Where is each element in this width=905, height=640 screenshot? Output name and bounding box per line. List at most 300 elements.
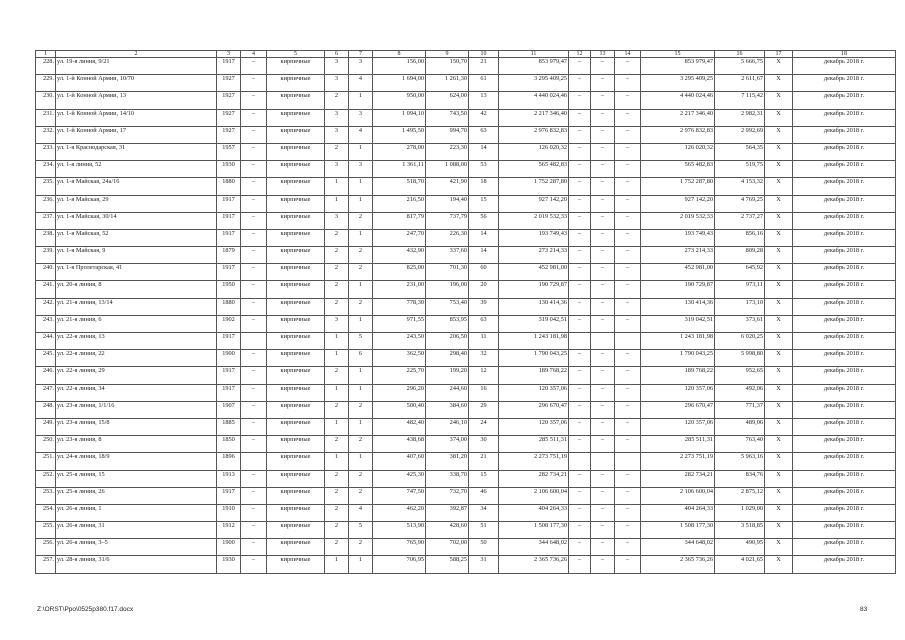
address-cell: ул. 26-я линия, 3–5 [56,539,217,556]
wall-material-cell: кирпичные [267,401,325,418]
col-13-cell: – [591,92,615,109]
build-year-cell: 1907 [217,401,241,418]
column-number-header: 13 [591,51,615,58]
col-12-cell: – [569,161,591,178]
address-cell: ул. 21-я линия, 6 [56,315,217,332]
entrances-cell: 4 [349,504,373,521]
build-year-cell: 1930 [217,161,241,178]
row-number-cell: 238. [36,229,56,246]
cost-total-cell: 189 768,22 [499,367,569,384]
total-area-cell: 362,50 [373,350,426,367]
cost-per-sqm-cell: 489,06 [715,418,765,435]
cost-total-cell: 190 729,87 [499,281,569,298]
address-cell: ул. 1-й Конной Армии, 17 [56,126,217,143]
cost-per-sqm-cell: 771,37 [715,401,765,418]
living-area-cell: 701,30 [426,264,469,281]
cost-total-cell: 130 414,36 [499,298,569,315]
floors-cell: 3 [325,212,349,229]
col-4-cell: – [241,195,267,212]
col-12-cell: – [569,195,591,212]
cost-amount-cell: 1 752 287,80 [641,178,715,195]
col-17-cell: X [765,298,793,315]
col-17-cell: X [765,109,793,126]
cost-per-sqm-cell: 952,65 [715,367,765,384]
floors-cell: 2 [325,401,349,418]
residents-cell: 13 [469,92,499,109]
col-4-cell: – [241,418,267,435]
col-17-cell: X [765,470,793,487]
wall-material-cell: кирпичные [267,92,325,109]
total-area-cell: 425,30 [373,470,426,487]
cost-total-cell: 282 734,21 [499,470,569,487]
wall-material-cell: кирпичные [267,487,325,504]
residents-cell: 21 [469,58,499,75]
col-12-cell [569,453,591,470]
col-14-cell: – [615,212,641,229]
column-number-header: 16 [715,51,765,58]
address-cell: ул. 1-я Пролетарская, 41 [56,264,217,281]
col-12-cell: – [569,539,591,556]
col-17-cell: X [765,247,793,264]
build-year-cell: 1917 [217,367,241,384]
cost-per-sqm-cell: 809,28 [715,247,765,264]
build-year-cell: 1896 [217,453,241,470]
entrances-cell: 2 [349,247,373,264]
total-area-cell: 747,50 [373,487,426,504]
col-17-cell: X [765,75,793,92]
build-year-cell: 1912 [217,522,241,539]
address-cell: ул. 21-я линия, 13/14 [56,298,217,315]
deadline-cell: декабрь 2018 г. [793,436,896,453]
col-13-cell: – [591,487,615,504]
col-13-cell: – [591,539,615,556]
residents-cell: 56 [469,212,499,229]
col-17-cell: X [765,453,793,470]
build-year-cell: 1910 [217,504,241,521]
total-area-cell: 407,60 [373,453,426,470]
build-year-cell: 1917 [217,229,241,246]
col-17-cell: X [765,126,793,143]
col-4-cell: – [241,315,267,332]
cost-total-cell: 344 648,02 [499,539,569,556]
living-area-cell: 421,90 [426,178,469,195]
col-14-cell: – [615,195,641,212]
build-year-cell: 1885 [217,418,241,435]
col-12-cell: – [569,247,591,264]
address-cell: ул. 1-я Майская, 24а/16 [56,178,217,195]
floors-cell: 2 [325,470,349,487]
deadline-cell: декабрь 2018 г. [793,556,896,573]
floors-cell: 2 [325,487,349,504]
address-cell: ул. 25-я линия, 15 [56,470,217,487]
build-year-cell: 1880 [217,178,241,195]
wall-material-cell: кирпичные [267,75,325,92]
residents-cell: 20 [469,281,499,298]
col-14-cell: – [615,229,641,246]
deadline-cell: декабрь 2018 г. [793,264,896,281]
address-cell: ул. 23-я линия, 15/8 [56,418,217,435]
total-area-cell: 243,50 [373,333,426,350]
col-13-cell: – [591,178,615,195]
cost-amount-cell: 2 019 532,33 [641,212,715,229]
residents-cell: 63 [469,315,499,332]
row-number-cell: 254. [36,504,56,521]
col-4-cell: – [241,126,267,143]
address-cell: ул. 23-я линия, 8 [56,436,217,453]
entrances-cell: 2 [349,470,373,487]
living-area-cell: 384,60 [426,401,469,418]
cost-per-sqm-cell: 3 518,85 [715,522,765,539]
deadline-cell: декабрь 2018 г. [793,212,896,229]
register-table [35,50,896,574]
living-area-cell: 743,50 [426,109,469,126]
living-area-cell: 244,60 [426,384,469,401]
col-4-cell: – [241,178,267,195]
residents-cell: 46 [469,487,499,504]
table-row [36,470,896,487]
build-year-cell: 1917 [217,264,241,281]
total-area-cell: 706,95 [373,556,426,573]
wall-material-cell: кирпичные [267,264,325,281]
deadline-cell: декабрь 2018 г. [793,298,896,315]
living-area-cell: 1 261,30 [426,75,469,92]
deadline-cell: декабрь 2018 г. [793,401,896,418]
table-row [36,436,896,453]
build-year-cell: 1957 [217,143,241,160]
col-12-cell: – [569,436,591,453]
address-cell: ул. 1-й Конной Армии, 14/10 [56,109,217,126]
build-year-cell: 1927 [217,75,241,92]
table-row [36,401,896,418]
col-17-cell: X [765,539,793,556]
cost-amount-cell: 2 365 736,26 [641,556,715,573]
col-13-cell: – [591,367,615,384]
entrances-cell: 1 [349,229,373,246]
table-row [36,109,896,126]
col-17-cell: X [765,92,793,109]
col-13-cell: – [591,504,615,521]
col-4-cell: – [241,539,267,556]
cost-amount-cell: 3 295 409,25 [641,75,715,92]
cost-amount-cell: 2 273 751,19 [641,453,715,470]
column-number-header: 3 [217,51,241,58]
living-area-cell: 194,40 [426,195,469,212]
col-4-cell: – [241,109,267,126]
floors-cell: 3 [325,109,349,126]
floors-cell: 1 [325,195,349,212]
cost-per-sqm-cell: 173,10 [715,298,765,315]
col-13-cell: – [591,298,615,315]
col-14-cell [615,333,641,350]
cost-total-cell: 2 217 346,40 [499,109,569,126]
deadline-cell: декабрь 2018 г. [793,143,896,160]
total-area-cell: 1 694,00 [373,75,426,92]
address-cell: ул. 1-й Конной Армии, 13 [56,92,217,109]
row-number-cell: 237. [36,212,56,229]
column-number-header: 15 [641,51,715,58]
total-area-cell: 765,90 [373,539,426,556]
deadline-cell: декабрь 2018 г. [793,487,896,504]
cost-per-sqm-cell: 2 737,27 [715,212,765,229]
address-cell: ул. 1-я Майская, 52 [56,229,217,246]
col-17-cell: X [765,161,793,178]
floors-cell: 1 [325,333,349,350]
deadline-cell: декабрь 2018 г. [793,75,896,92]
table-row [36,298,896,315]
residents-cell: 14 [469,229,499,246]
row-number-cell: 245. [36,350,56,367]
build-year-cell: 1880 [217,298,241,315]
col-13-cell [591,333,615,350]
cost-total-cell: 2 019 532,33 [499,212,569,229]
col-17-cell: X [765,281,793,298]
col-4-cell [241,453,267,470]
col-17-cell: X [765,350,793,367]
col-12-cell: – [569,556,591,573]
cost-amount-cell: 853 979,47 [641,58,715,75]
column-number-header: 10 [469,51,499,58]
row-number-cell: 232. [36,126,56,143]
col-13-cell: – [591,75,615,92]
entrances-cell: 6 [349,350,373,367]
cost-amount-cell: 285 511,31 [641,436,715,453]
col-14-cell: – [615,143,641,160]
address-cell: ул. 1-я Майская, 9 [56,247,217,264]
cost-total-cell: 2 273 751,19 [499,453,569,470]
cost-amount-cell: 344 648,02 [641,539,715,556]
address-cell: ул. 24-я линия, 18/9 [56,453,217,470]
total-area-cell: 216,50 [373,195,426,212]
col-12-cell: – [569,298,591,315]
living-area-cell: 392,87 [426,504,469,521]
col-13-cell: – [591,418,615,435]
wall-material-cell: кирпичные [267,315,325,332]
build-year-cell: 1879 [217,247,241,264]
living-area-cell: 702,00 [426,539,469,556]
entrances-cell: 1 [349,384,373,401]
entrances-cell: 2 [349,298,373,315]
entrances-cell: 2 [349,212,373,229]
floors-cell: 1 [325,418,349,435]
column-number-header: 1 [36,51,56,58]
residents-cell: 29 [469,401,499,418]
build-year-cell: 1917 [217,58,241,75]
col-4-cell: – [241,229,267,246]
cost-amount-cell: 1 508 177,30 [641,522,715,539]
col-14-cell: – [615,281,641,298]
column-number-header: 18 [793,51,896,58]
col-17-cell: X [765,229,793,246]
col-13-cell: – [591,315,615,332]
cost-amount-cell: 2 106 600,04 [641,487,715,504]
col-13-cell: – [591,58,615,75]
total-area-cell: 432,90 [373,247,426,264]
floors-cell: 2 [325,143,349,160]
total-area-cell: 778,30 [373,298,426,315]
total-area-cell: 231,00 [373,281,426,298]
entrances-cell: 1 [349,418,373,435]
table-row [36,367,896,384]
build-year-cell: 1927 [217,109,241,126]
col-12-cell: – [569,58,591,75]
column-number-header: 9 [426,51,469,58]
table-row [36,212,896,229]
living-area-cell: 298,40 [426,350,469,367]
table-row [36,195,896,212]
col-14-cell: – [615,436,641,453]
wall-material-cell: кирпичные [267,418,325,435]
cost-amount-cell: 927 142,20 [641,195,715,212]
address-cell: ул. 1-я линия, 52 [56,161,217,178]
total-area-cell: 825,00 [373,264,426,281]
total-area-cell: 296,20 [373,384,426,401]
wall-material-cell: кирпичные [267,504,325,521]
cost-per-sqm-cell: 373,61 [715,315,765,332]
residents-cell: 15 [469,195,499,212]
col-17-cell: X [765,315,793,332]
col-13-cell: – [591,126,615,143]
cost-total-cell: 2 976 832,83 [499,126,569,143]
residents-cell: 14 [469,143,499,160]
deadline-cell: декабрь 2018 г. [793,522,896,539]
deadline-cell: декабрь 2018 г. [793,453,896,470]
row-number-cell: 248. [36,401,56,418]
col-17-cell: X [765,556,793,573]
cost-per-sqm-cell: 4 153,32 [715,178,765,195]
col-4-cell: – [241,298,267,315]
col-13-cell: – [591,470,615,487]
deadline-cell: декабрь 2018 г. [793,333,896,350]
col-13-cell: – [591,436,615,453]
residents-cell: 31 [469,556,499,573]
wall-material-cell: кирпичные [267,212,325,229]
living-area-cell: 737,79 [426,212,469,229]
cost-total-cell: 120 357,06 [499,418,569,435]
column-number-header: 17 [765,51,793,58]
col-4-cell: – [241,522,267,539]
col-17-cell: X [765,264,793,281]
cost-total-cell: 126 020,32 [499,143,569,160]
total-area-cell: 247,70 [373,229,426,246]
cost-amount-cell: 1 790 043,25 [641,350,715,367]
entrances-cell: 2 [349,487,373,504]
living-area-cell: 338,70 [426,470,469,487]
col-12-cell: – [569,281,591,298]
living-area-cell: 226,30 [426,229,469,246]
table-row [36,143,896,160]
living-area-cell: 624,00 [426,92,469,109]
col-4-cell [241,333,267,350]
table-body [36,58,896,574]
floors-cell: 1 [325,178,349,195]
entrances-cell: 1 [349,367,373,384]
living-area-cell: 337,60 [426,247,469,264]
residents-cell: 21 [469,453,499,470]
col-17-cell: X [765,58,793,75]
col-12-cell: – [569,178,591,195]
col-17-cell: X [765,212,793,229]
col-4-cell: – [241,75,267,92]
col-14-cell: – [615,161,641,178]
entrances-cell: 4 [349,75,373,92]
row-number-cell: 256. [36,539,56,556]
cost-amount-cell: 4 440 024,46 [641,92,715,109]
table-row [36,539,896,556]
col-14-cell: – [615,504,641,521]
cost-total-cell: 4 440 024,46 [499,92,569,109]
cost-per-sqm-cell: 856,16 [715,229,765,246]
col-12-cell: – [569,315,591,332]
cost-amount-cell: 2 976 832,83 [641,126,715,143]
row-number-cell: 255. [36,522,56,539]
entrances-cell: 1 [349,315,373,332]
address-cell: ул. 23-я линия, 1/1/16 [56,401,217,418]
col-12-cell: – [569,126,591,143]
cost-per-sqm-cell: 6 020,25 [715,333,765,350]
entrances-cell: 3 [349,161,373,178]
row-number-cell: 234. [36,161,56,178]
row-number-cell: 242. [36,298,56,315]
col-12-cell: – [569,212,591,229]
col-14-cell: – [615,247,641,264]
entrances-cell: 1 [349,281,373,298]
col-4-cell: – [241,350,267,367]
col-17-cell: X [765,418,793,435]
col-12-cell: – [569,504,591,521]
residents-cell: 16 [469,384,499,401]
col-4-cell: – [241,436,267,453]
address-cell: ул. 22-я линия, 29 [56,367,217,384]
residents-cell: 53 [469,161,499,178]
residents-cell: 50 [469,539,499,556]
col-13-cell: – [591,401,615,418]
col-14-cell: – [615,315,641,332]
col-14-cell: – [615,75,641,92]
row-number-cell: 236. [36,195,56,212]
living-area-cell: 853,95 [426,315,469,332]
entrances-cell: 1 [349,143,373,160]
residents-cell: 15 [469,470,499,487]
col-14-cell: – [615,92,641,109]
col-14-cell: – [615,487,641,504]
build-year-cell: 1950 [217,281,241,298]
col-17-cell: X [765,178,793,195]
deadline-cell: декабрь 2018 г. [793,470,896,487]
col-4-cell: – [241,281,267,298]
cost-amount-cell: 120 357,06 [641,384,715,401]
total-area-cell: 950,00 [373,92,426,109]
cost-amount-cell: 319 042,51 [641,315,715,332]
residents-cell: 39 [469,298,499,315]
floors-cell: 2 [325,229,349,246]
address-cell: ул. 25-я линия, 26 [56,487,217,504]
col-14-cell: – [615,539,641,556]
floors-cell: 2 [325,539,349,556]
wall-material-cell: кирпичные [267,436,325,453]
cost-amount-cell: 1 243 181,98 [641,333,715,350]
col-4-cell: – [241,143,267,160]
column-number-header: 6 [325,51,349,58]
entrances-cell: 2 [349,264,373,281]
floors-cell: 3 [325,75,349,92]
table-row [36,453,896,470]
table-row [36,350,896,367]
floors-cell: 2 [325,298,349,315]
wall-material-cell: кирпичные [267,161,325,178]
table-row [36,92,896,109]
cost-per-sqm-cell: 1 029,00 [715,504,765,521]
floors-cell: 2 [325,522,349,539]
